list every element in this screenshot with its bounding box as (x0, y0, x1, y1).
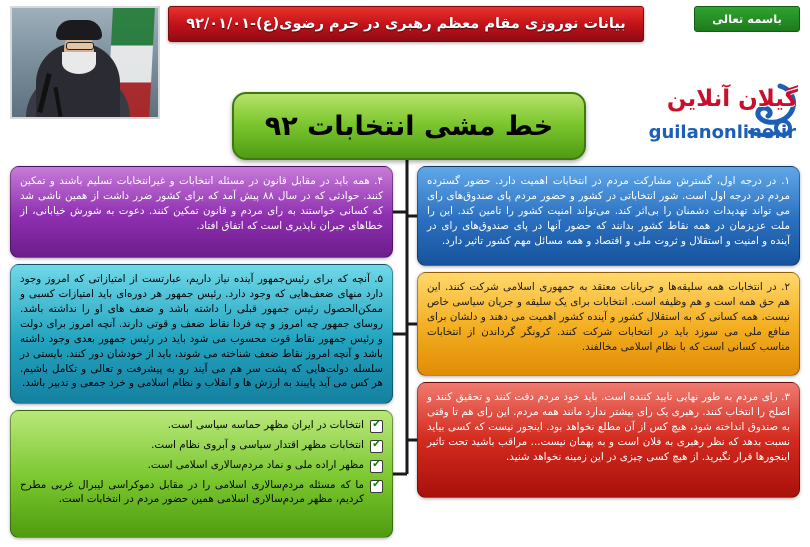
list-item: ✔ ما که مسئله مردم‌سالاری اسلامی را در مقابل دموکراسی لیبرال غربی مطرح کردیم، مظهر مردم‌سالاری اسلامی همین حضور مردم در انتخابات است. (20, 478, 383, 507)
logo-name-fa: گیلان آنلاین (666, 86, 798, 112)
panel-next-president: ۵. آنچه که برای رئیس‌جمهور آینده نیاز داریم، عبارتست از امتیازاتی که امروز وجود دارد منهای ضعف‌هایی که وجود دارد. رئیس جمهور هر دوره‌ای باید امتیازات کسبی و ممکن‌الحصول رئیس جمهور قبلی را داشته باشد و ضعف های او را نداشته باشد. روسای جمهور چه امروز و چه فردا نقاط ضعف و قوتی دارند. آنچه امروز برای دولت و رئیس جمهور نقاط قوت محسوب می شود باید در رئیس جمهور بعدی وجود داشته باشد و آنچه امروز نقاط ضعف شناخته می شوند، باید از خودشان دور کنند. بایستی در سلسله دولت‌هایی که پشت سر هم می آیند رو به پیشرفت و تعالی و تکامل باشیم. هر کس می آید پایبند به ارزش ها و انقلاب و نظام اسلامی و خرد جمعی و تدبیر باشد. (10, 264, 393, 404)
main-title: خط مشی انتخابات ۹۲ (232, 92, 586, 160)
panel-all-factions: ۲. در انتخابات همه سلیقه‌ها و جریانات معتقد به جمهوری اسلامی شرکت کنند. این هم حق همه است و هم وظیفه است. انتخابات برای یک سلیقه و جریان سیاسی خاص نیست. همه کسانی که به استقلال کشور و آینده کشور اهمیت می دهند و دلشان برای منافع ملی می سوزد باید در انتخابات شرکت کنند. کرونگر گرداندن از انتخابات مناسب کسانی است که با نظام اسلامی مخالفند. (417, 272, 800, 376)
site-logo[interactable] (616, 82, 802, 154)
panel-vote-decides: ۳. رای مردم به طور نهایی تایید کننده است. باید خود مردم دقت کنند و تحقیق کنند و اصلح را انتخاب کنند. رهبری یک رای بیشتر ندارد مانند همه مردم. این رای هم تا وقتی به صندوق انداخته شود، هیچ کس از آن مطلع نخواهد بود. اینجور نیست که کسی بیاید نسبت بدهد که نظر رهبری به فلان است و به پهمان نیست... مراقب باشید تحت تاثیر اینجورها قرار نگیرید. از هیچ کسی چیزی در این زمینه نخواهد شنید. (417, 382, 800, 498)
leader-photo (10, 6, 160, 119)
check-icon (370, 460, 383, 473)
check-icon (370, 440, 383, 453)
check-icon (370, 420, 383, 433)
list-item: ✔ انتخابات در ایران مظهر حماسه سیاسی است. (20, 418, 383, 433)
check-icon (370, 480, 383, 493)
list-item: ✔ مظهر اراده ملی و نماد مردم‌سالاری اسلامی است. (20, 458, 383, 473)
logo-domain: guilanonline.ir (648, 122, 796, 143)
panel-rule-of-law: ۴. همه باید در مقابل قانون در مسئله انتخابات و غیرانتخابات تسلیم باشند و تمکین کنند. حوادثی که در سال ۸۸ پیش آمد که برای کشور ضرر داشت از همین ناشی شد که کسانی خواستند به رای مردم و قانون تمکین کنند. دعوت به شورش خیابانی، از خطاهای جبران ناپذیری است که اتفاق افتاد. (10, 166, 393, 258)
page-title-banner: بیانات نوروزی مقام معظم رهبری در حرم رضوی(ع)-۹۲/۰۱/۰۱ (168, 6, 644, 42)
panel-checklist (10, 410, 393, 538)
basmeh-badge: باسمه تعالی (694, 6, 800, 32)
panel-participation: ۱. در درجه اول، گسترش مشارکت مردم در انتخابات اهمیت دارد. حضور گسترده مردم در درجه اول است. شور انتخاباتی در کشور و حضور مردم پای صندوق‌های رای می تواند تهدیدات دشمنان را بی‌اثر کند. می‌تواند امنیت کشور را تامین کند. این را ملت عزیزمان در همه نقاط کشور بدانند که حضور آنها در پای صندوق‌های رای در آینده و امنیت و استقلال و ثروت ملی و اقتصاد و همه مسائل مهم کشور تاثیر دارد. (417, 166, 800, 266)
list-item: ✔ انتخابات مظهر اقتدار سیاسی و آبروی نظام است. (20, 438, 383, 453)
checklist (20, 418, 383, 507)
